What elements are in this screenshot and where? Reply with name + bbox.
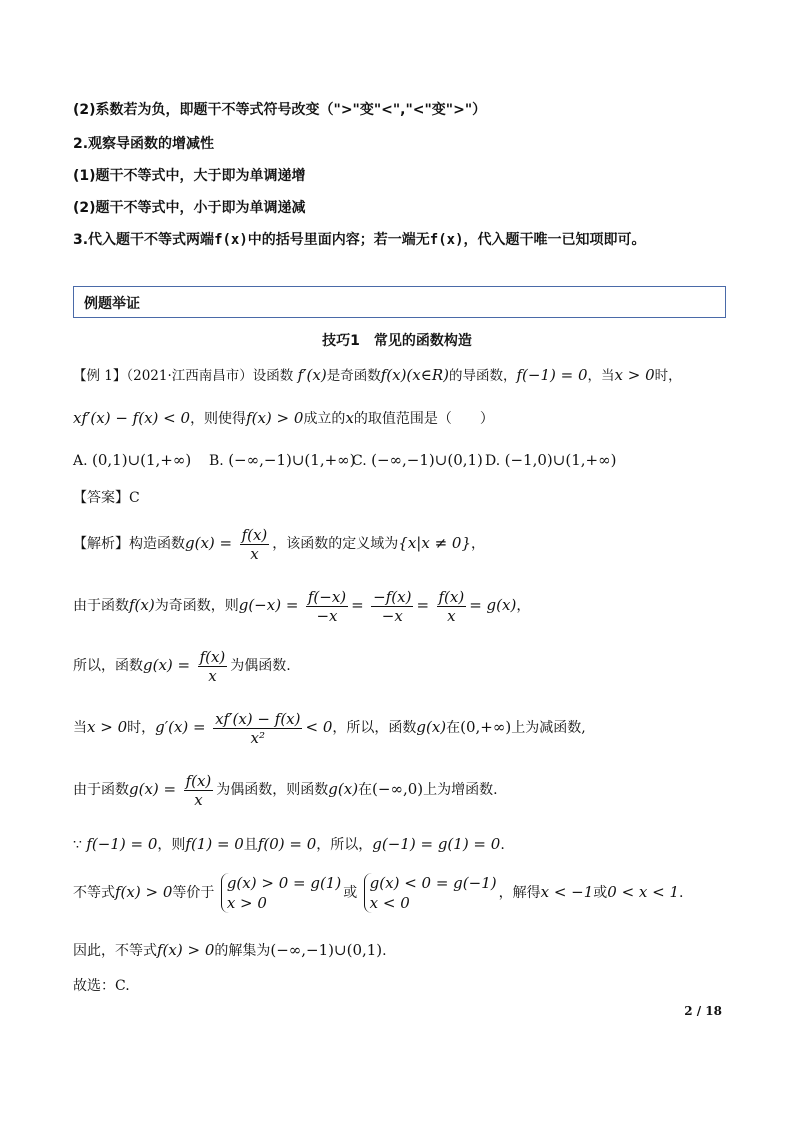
analysis-line-3: 所以，函数g(x) = $\frac{f(x)}{x}$ 为偶函数. [73, 647, 291, 685]
intro-line-3: (1)题干不等式中，大于即为单调递增 [73, 168, 306, 184]
fraction: $\frac{f(-x)}{-x}$ [307, 587, 347, 625]
analysis-line-9: 故选：C. [73, 978, 130, 994]
analysis-line-8: 因此，不等式f(x) > 0的解集为(−∞,−1)∪(0,1). [73, 941, 387, 959]
option-a: A. (0,1)∪(1,+∞) [73, 451, 192, 469]
fraction: $\frac{xf'(x) - f(x)}{\text{x²}}$ [215, 709, 301, 747]
fraction: $\frac{-f(x)}{-x}$ [373, 587, 412, 625]
analysis-line-1: 【解析】构造函数g(x) = $\frac{f(x)}{x}$ ，该函数的定义域为{x|x ≠ 0}， [73, 525, 485, 563]
equation-system: g(x) < 0 = g(−1) x < 0 [364, 873, 497, 913]
section-title: 技巧1 常见的函数构造 [322, 333, 472, 349]
section-box [73, 286, 726, 318]
fraction: $\frac{f(x)}{x}$ [438, 587, 465, 625]
page-number: 2 / 18 [684, 1004, 722, 1018]
intro-line-1: (2)系数若为负，即题干不等式符号改变（">"变"<","<"变">"） [73, 102, 487, 118]
option-b: B. (−∞,−1)∪(1,+∞) [209, 451, 356, 469]
fx-code: f(x) [214, 232, 248, 248]
analysis-line-5: 由于函数g(x) = $\frac{f(x)}{x}$ 为偶函数，则函数g(x)在(−∞,0)上为增函数. [73, 771, 498, 809]
fraction: $\frac{f(x)}{x}$ [199, 647, 226, 685]
option-d: D. (−1,0)∪(1,+∞) [485, 451, 617, 469]
fraction: $\frac{f(x)}{x}$ [241, 525, 268, 563]
analysis-line-4: 当x > 0时，g′(x) = $\frac{xf'(x) - f(x)}{\text{x²}}$ < 0，所以，函数g(x)在(0,+∞)上为减函数, [73, 709, 586, 747]
intro-line-2: 2.观察导函数的增减性 [73, 136, 215, 152]
intro-line-5: 3.代入题干不等式两端f(x)中的括号里面内容；若一端无f(x)，代入题干唯一已知项即可。 [73, 232, 646, 248]
analysis-line-6: ∵ f(−1) = 0，则f(1) = 0且f(0) = 0，所以，g(−1) = g(1) = 0. [73, 835, 505, 853]
analysis-line-2: 由于函数f(x)为奇函数，则g(−x) = $\frac{f(-x)}{-x}$ = $\frac{-f(x)}{-x}$ = $\frac{f(x)}{x}$ = g(x)， [73, 587, 531, 625]
equation-system: g(x) > 0 = g(1) x > 0 [221, 873, 341, 913]
answer-label: 【答案】C [73, 490, 140, 506]
fx-code: f(x) [429, 232, 464, 248]
analysis-line-7: 不等式f(x) > 0等价于 g(x) > 0 = g(1) x > 0 或 g(x) < 0 = g(−1) x < 0 ，解得x < −1或0 < x < 1. [73, 874, 684, 912]
option-c: C. (−∞,−1)∪(0,1) [352, 451, 483, 469]
example-question-line-2: xf′(x) − f(x) < 0，则使得f(x) > 0成立的x的取值范围是（ ） [73, 409, 494, 427]
example-question-line-1: 【例 1】（2021·江西南昌市）设函数 f′(x)是奇函数f(x)(x∈R)的导函数，f(−1) = 0，当x > 0时， [73, 366, 682, 384]
fraction: $\frac{f(x)}{x}$ [185, 771, 212, 809]
intro-line-4: (2)题干不等式中，小于即为单调递减 [73, 200, 306, 216]
section-box-label: 例题举证 [84, 296, 140, 312]
